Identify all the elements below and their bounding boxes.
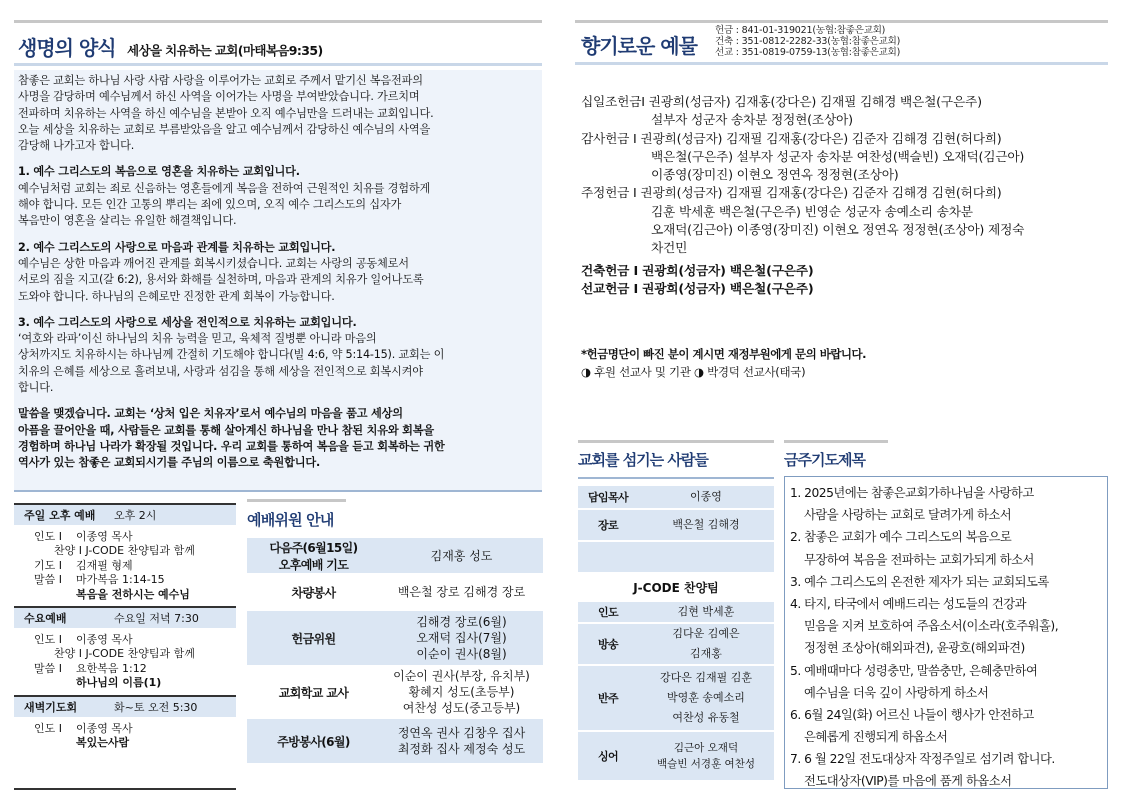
worship-details-dawn (14, 717, 236, 755)
committee-member-line: 김재홍 성도 (430, 548, 493, 563)
worship-time: 수요일 저녁 7:30 (114, 612, 199, 626)
worship-header-wednesday (14, 606, 236, 628)
worship-value: 요한복음 1:12 (76, 661, 147, 675)
worship-time: 화~토 오전 5:30 (114, 700, 198, 714)
worship-value: 하나님의 이름(1) (76, 676, 162, 690)
offering-note: *헌금명단이 빠진 분이 계시면 재정부원에게 문의 바랍니다. (581, 347, 867, 361)
left-top-underline (14, 63, 542, 66)
account-line: 건축 : 351-0812-2282-33(농협:참좋은교회) (715, 36, 901, 47)
committee-member-line: 김해경 장로(6월) (416, 615, 507, 629)
worship-row (14, 573, 236, 587)
servant-role: 방송 (597, 638, 619, 651)
paragraph-gap (18, 154, 538, 164)
committee-role (247, 718, 380, 764)
worship-row (14, 559, 236, 573)
sermon-line: 사명을 감당하며 예수님께서 하신 사역을 이어가는 사명을 부여받았습니다. 가르치며 (18, 90, 420, 104)
committee-member-line: 황혜지 성도(초등부) (408, 685, 515, 699)
worship-value: 이종영 목사 (76, 530, 133, 543)
sermon-text-box (14, 70, 542, 492)
servants-underline (578, 477, 774, 479)
sermon-line: 경험하며 하나님 나라가 확장될 것입니다. 우리 교회를 통하여 복음을 듣고 회복하는 귀한 (18, 439, 445, 453)
worship-role: 말씀 I (34, 661, 62, 675)
worship-row (14, 736, 236, 750)
worship-value: 복있는사람 (76, 736, 130, 750)
servant-row (578, 542, 774, 572)
committee-role-line: 차량봉사 (291, 585, 336, 600)
worship-role: 말씀 I (34, 573, 62, 587)
prayer-line: 7. 6 월 22일 전도대상자 작정주일로 섬기려 합니다. (790, 752, 1055, 767)
paragraph-gap (18, 305, 538, 315)
committee-row (247, 574, 543, 610)
sermon-line: 도와야 합니다. 하나님의 은혜로만 진정한 관계 회복이 가능합니다. (18, 289, 335, 303)
offering-list (581, 93, 1024, 298)
offering-line: 설부자 성군자 송차분 정정현(조상아) (651, 112, 853, 128)
worship-value: 찬양 I J-CODE 찬양팀과 함께 (54, 544, 195, 558)
prayer-line: 사람을 사랑하는 교회로 달려가게 하소서 (804, 508, 1012, 523)
prayer-line: 믿음을 지켜 보호하여 주옵소서(이소라(호주워홀), (804, 619, 1059, 634)
worship-header-sunday (14, 503, 236, 525)
offering-line: 김훈 박세훈 백은철(구은주) 빈영순 성군자 송예소리 송차분 (651, 203, 973, 219)
committee-role (247, 574, 380, 610)
prayer-divider (784, 440, 888, 443)
servant-names: 강다은 김재필 김훈 박영훈 송예소리 여찬성 유동철 (659, 671, 752, 724)
worship-role (14, 588, 76, 602)
committee-members (380, 574, 543, 610)
committee-role-line: 헌금위원 (291, 631, 336, 646)
servant-group-title: J-CODE 찬양팀 (633, 580, 719, 595)
worship-name: 새벽기도회 (24, 700, 78, 714)
paragraph-gap (18, 396, 538, 406)
servant-row (578, 510, 774, 540)
sermon-line: 역사가 있는 참좋은 교회되시기를 주님의 이름으로 축원합니다. (18, 456, 321, 470)
sermon-line: 서로의 짐을 지고(갈 6:2), 용서와 화해를 실천하며, 마음과 관계의 치유가 일어나도록 (18, 273, 424, 287)
worship-header-dawn (14, 695, 236, 717)
worship-role: 인도 I (34, 633, 62, 647)
servant-row (578, 486, 774, 508)
worship-value: 마가복음 1:14-15 (76, 573, 165, 587)
servant-role: 싱어 (597, 750, 619, 763)
sermon-heading: 1. 예수 그리스도의 복음으로 영혼을 치유하는 교회입니다. (18, 165, 300, 179)
committee-role-line: 주방봉사(6월) (277, 734, 350, 749)
committee-role-line: 교회학교 교사 (278, 685, 349, 700)
worship-row (14, 676, 236, 690)
servant-names: 김현 박세훈 (677, 605, 735, 618)
offering-line: 차건민 (651, 240, 688, 256)
sermon-line: 합니다. (18, 381, 54, 395)
offering-line: 백은철(구은주) 설부자 성군자 송차분 여찬성(백슬빈) 오재덕(김근아) (651, 148, 1025, 164)
worship-row (14, 722, 236, 736)
worship-row (14, 633, 236, 647)
committee-members (380, 718, 543, 764)
sermon-heading: 3. 예수 그리스도의 사랑으로 세상을 전인적으로 치유하는 교회입니다. (18, 315, 357, 329)
missionary-note: ◑ 후원 선교사 및 기관 ◑ 박경덕 선교사(태국) (581, 365, 806, 379)
offering-line: 이종영(장미진) 이현오 정연옥 정정현(조상아) (651, 167, 899, 183)
committee-role-line: 오후예배 기도 (278, 557, 349, 572)
prayer-line: 은혜롭게 진행되게 하옵소서 (804, 730, 948, 745)
servant-role: 장로 (597, 519, 619, 532)
committee-row (247, 718, 543, 764)
servant-row (578, 574, 774, 600)
sermon-line: 예수님처럼 교회는 죄로 신음하는 영혼들에게 복음을 전하여 근원적인 치유를 경험하게 (18, 181, 431, 195)
section-title-life-bread: 생명의 양식 (18, 36, 116, 60)
worship-value: 이종영 목사 (76, 633, 133, 647)
committee-row (247, 666, 543, 718)
committee-member-line: 최정화 집사 제정숙 성도 (397, 742, 526, 756)
prayer-line: 전도대상자(VIP)를 마음에 품게 하옵소서 (804, 774, 1012, 789)
account-line: 헌금 : 841-01-319021(농협:참좋은교회) (715, 25, 886, 36)
sermon-line: 말씀을 맺겠습니다. 교회는 ‘상처 입은 치유자’로서 예수님의 마음을 품고 세상의 (18, 407, 403, 421)
committee-role-line: 다음주(6월15일) (269, 540, 358, 555)
section-title-prayer: 금주기도제목 (784, 451, 865, 469)
worship-time: 오후 2시 (114, 509, 157, 522)
servants-table (578, 486, 774, 782)
committee-row (247, 538, 543, 574)
committee-row (247, 610, 543, 666)
worship-row (14, 647, 236, 661)
servant-names: 김다운 김예은 김재홍 (672, 627, 740, 660)
paragraph-gap (18, 230, 538, 240)
prayer-line: 4. 타지, 타국에서 예배드리는 성도들의 건강과 (790, 596, 1027, 611)
servant-role: 인도 (597, 606, 619, 619)
sermon-heading: 2. 예수 그리스도의 사랑으로 마음과 관계를 치유하는 교회입니다. (18, 240, 336, 254)
sermon-line: 해야 합니다. 모든 인간 고통의 뿌리는 죄에 있으며, 오직 예수 그리스도의 십자가 (18, 198, 402, 212)
sermon-line: ‘여호와 라파’이신 하나님의 치유 능력을 믿고, 육체적 질병뿐 아니라 마음의 (18, 332, 377, 346)
committee-member-line: 이순이 권사(8월) (416, 647, 507, 661)
prayer-line: 예수님을 더욱 깊이 사랑하게 하소서 (804, 685, 989, 700)
section-title-servants: 교회를 섬기는 사람들 (578, 451, 708, 469)
worship-details-sunday (14, 525, 236, 606)
worship-value: 김재필 형제 (76, 558, 133, 572)
servant-names: 김근아 오재덕 백슬빈 서경훈 여찬성 (657, 742, 755, 770)
section-title-committee: 예배위원 안내 (247, 511, 334, 529)
right-top-divider (575, 20, 1108, 23)
servant-row (578, 624, 774, 664)
right-top-underline (575, 62, 1108, 65)
sermon-line: 참좋은 교회는 하나님 사랑 사람 사랑을 이루어가는 교회로 주께서 맡기신 복음전파의 (18, 74, 423, 87)
left-top-divider (14, 20, 542, 23)
servant-row (578, 602, 774, 622)
offering-line: 선교헌금 I 권광희(성금자) 백은철(구은주) (581, 280, 814, 296)
committee-members (380, 610, 543, 666)
prayer-box (784, 476, 1108, 789)
worship-row (14, 544, 236, 558)
sermon-line: 아픔을 끌어안을 때, 사람들은 교회를 통해 살아계신 하나님을 만나 참된 치유와 회복을 (18, 423, 434, 437)
prayer-line: 6. 6월 24일(화) 어르신 나들이 행사가 안전하고 (790, 707, 1034, 722)
account-line: 선교 : 351-0819-0759-13(농협:참좋은교회) (715, 47, 901, 58)
committee-member-line: 정연옥 권사 김창우 집사 (397, 726, 526, 740)
servant-role: 반주 (597, 692, 619, 705)
worship-role (14, 736, 76, 750)
worship-row (14, 530, 236, 544)
worship-role: 인도 I (34, 721, 62, 735)
committee-role (247, 610, 380, 666)
worship-value: 복음을 전하시는 예수님 (76, 587, 190, 601)
committee-member-line: 이순이 권사(부장, 유치부) (393, 669, 530, 683)
sermon-line: 상처까지도 치유하시는 하나님께 간절히 기도해야 합니다(빌 4:6, 약 5:14-15). 교회는 이 (18, 348, 445, 362)
offering-line: 감사헌금 I 권광희(성금자) 김재필 김재홍(강다은) 김준자 김해경 김현(허다희) (581, 130, 1002, 146)
sermon-line: 복음만이 영혼을 살리는 유일한 해결책입니다. (18, 214, 237, 228)
offering-line: 오재덕(김근아) 이종영(장미진) 이현오 정연옥 정정현(조상아) 제정숙 (651, 222, 1025, 238)
committee-members (380, 538, 543, 574)
committee-divider (247, 499, 346, 502)
worship-value: 찬양 I J-CODE 찬양팀과 함께 (54, 647, 195, 661)
servant-names: 백은철 김해경 (672, 518, 740, 531)
sermon-line: 오늘 세상을 치유하는 교회로 부름받았음을 알고 예수님께서 감당하신 예수님의 사역을 (18, 122, 431, 136)
prayer-line: 5. 예배때마다 성령충만, 말씀충만, 은혜충만하여 (790, 663, 1038, 678)
sermon-line: 치유의 은혜를 세상으로 흘려보내, 사랑과 섬김을 통해 세상을 전인적으로 회복시켜야 (18, 364, 423, 378)
worship-name: 수요예배 (24, 612, 67, 626)
worship-schedule (14, 503, 236, 790)
sermon-line: 예수님은 상한 마음과 깨어진 관계를 회복시키셨습니다. 교회는 사랑의 공동체로서 (18, 256, 409, 270)
sermon-line: 감당해 나가고자 합니다. (18, 139, 135, 153)
worship-role (14, 676, 76, 690)
section-title-offering: 향기로운 예물 (581, 34, 697, 58)
offering-line: 십일조헌금I 권광희(성금자) 김재홍(강다은) 김재필 김해경 백은철(구은주) (581, 94, 982, 109)
worship-details-wednesday (14, 628, 236, 695)
offering-line: 건축헌금 I 권광희(성금자) 백은철(구은주) (581, 262, 814, 278)
servants-divider (578, 440, 774, 443)
committee-member-line: 오재덕 집사(7월) (416, 631, 507, 645)
worship-role: 인도 I (34, 530, 62, 543)
committee-member-line: 여찬성 성도(중고등부) (402, 701, 521, 715)
worship-role: 기도 I (34, 558, 62, 572)
prayer-line: 1. 2025년에는 참좋은교회가하나님을 사랑하고 (790, 486, 1034, 500)
committee-table (247, 538, 543, 765)
committee-members (380, 666, 543, 718)
committee-role (247, 538, 380, 574)
prayer-line: 정정현 조상아(해외파견), 윤광호(해외파견) (804, 641, 1025, 656)
servant-row (578, 666, 774, 730)
sermon-line: 전파하며 치유하는 사역을 하신 예수님을 본받아 오직 예수님만을 드러내는 교회입니다. (18, 106, 434, 120)
worship-row (14, 662, 236, 676)
worship-value: 이종영 목사 (76, 721, 133, 735)
prayer-line: 3. 예수 그리스도의 온전한 제자가 되는 교회되도록 (790, 574, 1049, 589)
prayer-line: 무장하여 복음을 전파하는 교회가되게 하소서 (804, 552, 1034, 567)
servant-role: 담임목사 (587, 491, 629, 504)
committee-member-line: 백은철 장로 김해경 장로 (397, 585, 526, 599)
servant-row (578, 732, 774, 780)
prayer-line: 2. 참좋은 교회가 예수 그리스도의 복음으로 (790, 530, 1012, 545)
section-subtitle-life-bread: 세상을 치유하는 교회(마태복음9:35) (127, 43, 323, 58)
bank-accounts (715, 25, 900, 58)
worship-name: 주일 오후 예배 (24, 509, 96, 522)
servant-names: 이종영 (690, 490, 722, 503)
offering-line: 주정헌금 I 권광희(성금자) 김재필 김재홍(강다은) 김준자 김해경 김현(허다희) (581, 185, 1002, 201)
committee-role (247, 666, 380, 718)
worship-row (14, 588, 236, 602)
